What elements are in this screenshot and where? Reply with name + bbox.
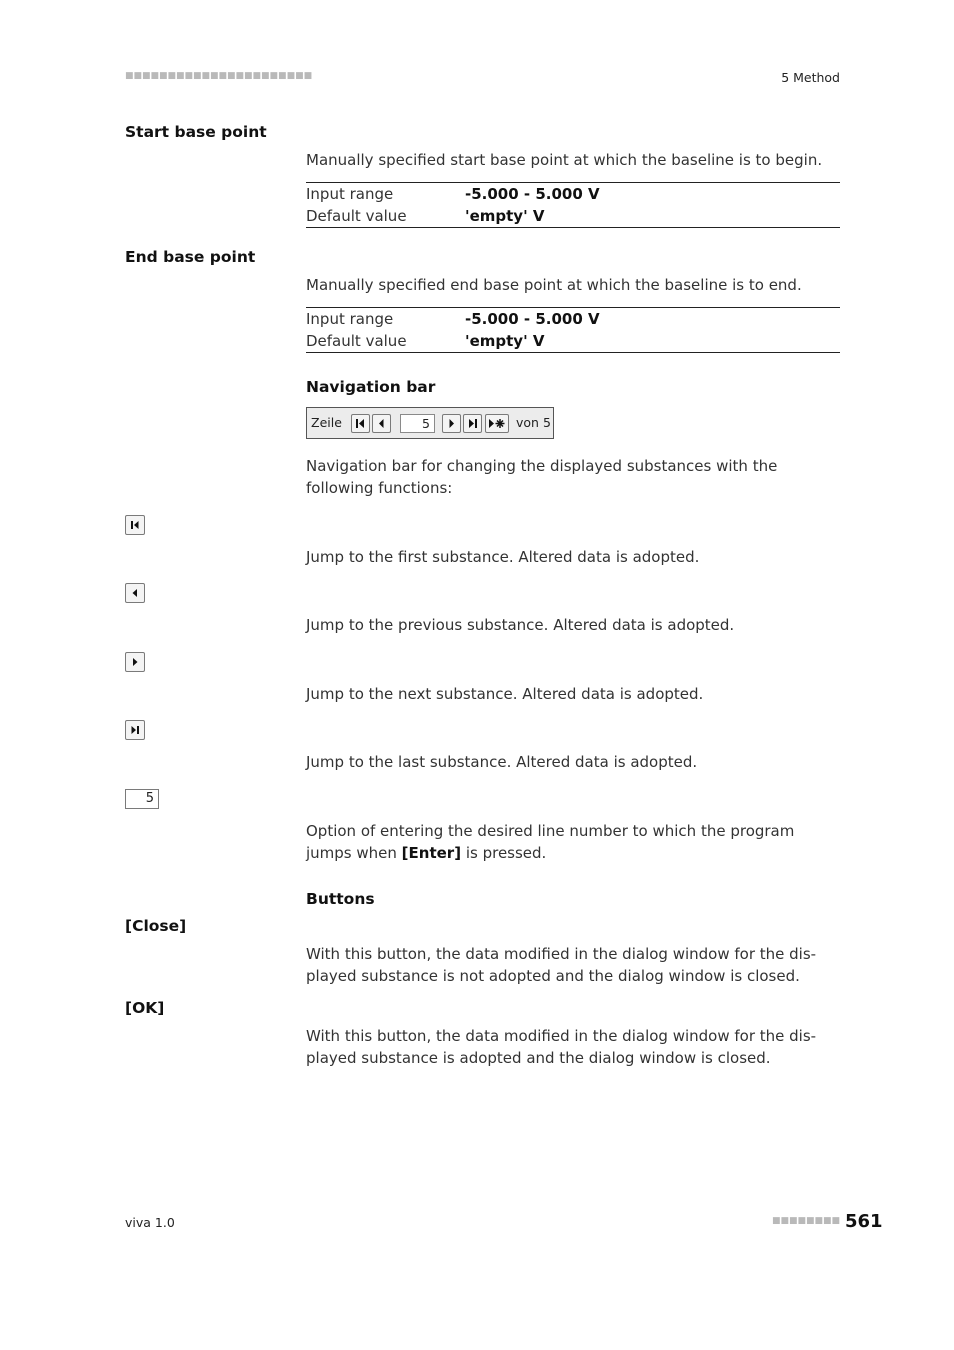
table-row <box>306 330 840 352</box>
first-record-button[interactable] <box>351 414 370 433</box>
previous-record-button-sample <box>125 583 145 603</box>
buttons-heading: Buttons <box>306 890 375 908</box>
previous-record-button[interactable] <box>372 414 391 433</box>
end-base-point-table <box>306 307 840 353</box>
ok-button-description: With this button, the data modified in the dialog window for the dis-played substance is adopted and the dialog window is closed. <box>306 1027 817 1067</box>
input-range-value: -5.000 - 5.000 V <box>465 310 600 328</box>
next-record-button-sample <box>125 652 145 672</box>
term-start-base-point: Start base point <box>125 123 267 141</box>
input-range-label: Input range <box>306 185 394 203</box>
close-button-description: With this button, the data modified in the dialog window for the dis-played substance is not adopted and the dialog window is closed. <box>306 945 817 985</box>
start-base-point-description: Manually specified start base point at which the baseline is to begin. <box>306 151 823 169</box>
last-record-icon <box>126 721 144 739</box>
chapter-title: 5 Method <box>781 70 840 85</box>
record-number-description <box>306 820 840 864</box>
navigation-bar-label: Zeile <box>311 415 342 430</box>
input-range-label: Input range <box>306 310 394 328</box>
first-record-button-sample <box>125 515 145 535</box>
page-number: 561 <box>845 1211 883 1232</box>
default-value-value: 'empty' V <box>465 207 545 225</box>
next-record-button[interactable] <box>442 414 461 433</box>
navigation-bar-heading: Navigation bar <box>306 378 436 396</box>
navigation-bar <box>306 407 554 439</box>
record-number-text: Option of entering the desired line number to which the program jumps when <box>306 822 795 862</box>
last-record-description: Jump to the last substance. Altered data is adopted. <box>306 753 698 771</box>
next-record-description: Jump to the next substance. Altered data is adopted. <box>306 685 704 703</box>
first-record-description: Jump to the first substance. Altered data is adopted. <box>306 548 700 566</box>
table-row <box>306 183 840 205</box>
previous-record-icon <box>126 584 144 602</box>
term-ok-button: [OK] <box>125 999 165 1017</box>
term-close-button: [Close] <box>125 917 187 935</box>
table-row <box>306 205 840 227</box>
default-value-value: 'empty' V <box>465 332 545 350</box>
header-decoration: ■■■■■■■■■■■■■■■■■■■■■■ <box>125 71 313 81</box>
footer-decoration: ■■■■■■■■ <box>772 1216 841 1226</box>
last-record-button-sample <box>125 720 145 740</box>
last-record-button[interactable] <box>463 414 482 433</box>
previous-record-description: Jump to the previous substance. Altered data is adopted. <box>306 616 735 634</box>
new-record-icon <box>486 415 508 432</box>
navigation-bar-description: Navigation bar for changing the displayed substances with the following functions: <box>306 457 778 497</box>
navigation-bar-total: von 5 <box>516 415 551 430</box>
record-number-field-sample: 5 <box>125 789 159 809</box>
input-range-value: -5.000 - 5.000 V <box>465 185 600 203</box>
end-base-point-description: Manually specified end base point at which the baseline is to end. <box>306 276 802 294</box>
default-value-label: Default value <box>306 207 407 225</box>
new-record-button[interactable] <box>485 414 509 433</box>
first-record-icon <box>126 516 144 534</box>
enter-key-label: [Enter] <box>401 844 462 862</box>
start-base-point-table <box>306 182 840 228</box>
table-row <box>306 308 840 330</box>
next-record-icon <box>126 653 144 671</box>
term-end-base-point: End base point <box>125 248 256 266</box>
last-record-icon <box>464 415 481 432</box>
next-record-icon <box>443 415 460 432</box>
record-number-text-end: is pressed. <box>461 844 547 862</box>
record-number-field[interactable]: 5 <box>400 414 435 433</box>
product-version: viva 1.0 <box>125 1215 175 1230</box>
first-record-icon <box>352 415 369 432</box>
default-value-label: Default value <box>306 332 407 350</box>
previous-record-icon <box>373 415 390 432</box>
